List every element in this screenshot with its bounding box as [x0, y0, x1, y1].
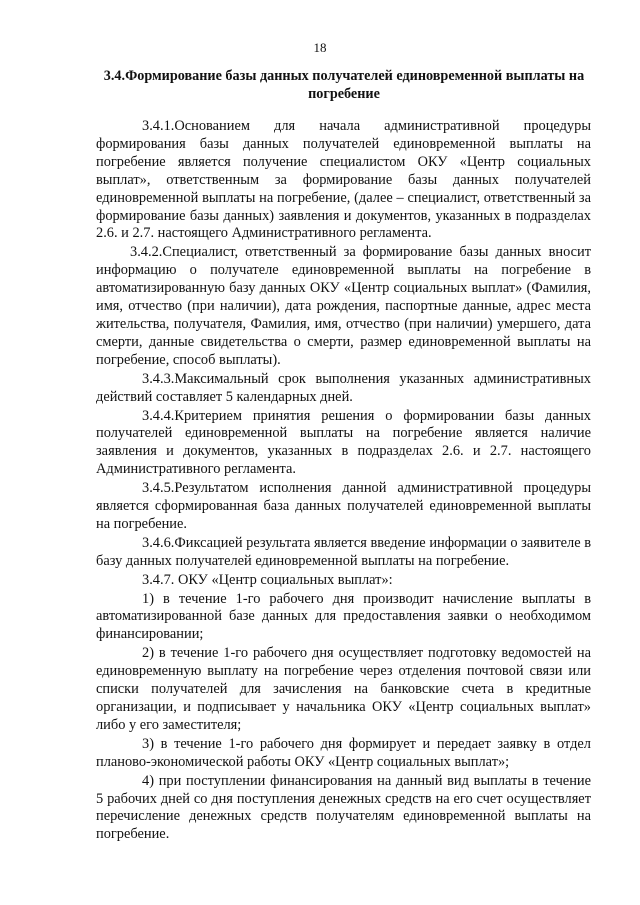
list-item-3: 3) в течение 1-го рабочего дня формирует и передает заявку в отдел планово-экономической работы ОКУ «Центр социальных выплат»; [96, 735, 591, 770]
list-item-1: 1) в течение 1-го рабочего дня производит начисление выплаты в автоматизированной базе данных для предоставления заявки о необходимом финансировании; [96, 590, 591, 643]
paragraph-3-4-1: 3.4.1.Основанием для начала административной процедуры формирования базы данных получателей единовременной выплаты на погребение является получение специалистом ОКУ «Центр социальных выплат», ответственным за формирование базы данных получателей единовременной выплаты на погребение, (далее – специалист, ответственный за формирование базы данных) заявления и документов, указанных в подразделах 2.6. и 2.7. настоящего Административного регламента. [96, 118, 591, 242]
paragraph-3-4-5: 3.4.5.Результатом исполнения данной административной процедуры является сформированная база данных получателей единовременной выплаты на погребение. [96, 480, 591, 532]
paragraph-3-4-4: 3.4.4.Критерием принятия решения о формировании базы данных получателей единовременной выплаты на погребение является наличие заявления и документов, указанных в подразделах 2.6. и 2.7. настоящего Административного регламента. [96, 407, 591, 478]
page-number: 18 [313, 40, 327, 55]
list-item-2: 2) в течение 1-го рабочего дня осуществляет подготовку ведомостей на единовременную выплату на погребение через отделения почтовой связи или списки получателей для зачисления на банковские счета в кредитные организации, и подписывает у начальника ОКУ «Центр социальных выплат» либо у его заместителя; [96, 645, 591, 733]
paragraph-3-4-6: 3.4.6.Фиксацией результата является введение информации о заявителе в базу данных получателей единовременной выплаты на погребение. [96, 534, 591, 569]
document-body [96, 118, 591, 845]
paragraph-3-4-2: 3.4.2.Специалист, ответственный за формирование базы данных вносит информацию о получателе единовременной выплаты на погребение в автоматизированную базу данных ОКУ «Центр социальных выплат» (Фамилия, имя, отчество (при наличии), дата рождения, паспортные данные, адрес места жительства, получателя, Фамилия, имя, отчество (при наличии) умершего, дата смерти, данные свидетельства о смерти, размер единовременной выплаты на погребение, способ выплаты). [96, 244, 591, 368]
paragraph-3-4-7: 3.4.7. ОКУ «Центр социальных выплат»: [142, 571, 393, 588]
section-title: 3.4.Формирование базы данных получателей единовременной выплаты на погребение [103, 68, 585, 102]
paragraph-3-4-3: 3.4.3.Максимальный срок выполнения указанных административных действий составляет 5 календарных дней. [96, 370, 591, 405]
list-item-4: 4) при поступлении финансирования на данный вид выплаты в течение 5 рабочих дней со дня поступления денежных средств на его счет осуществляет перечисление денежных средств получателям единовременной выплаты на погребение. [96, 772, 591, 843]
